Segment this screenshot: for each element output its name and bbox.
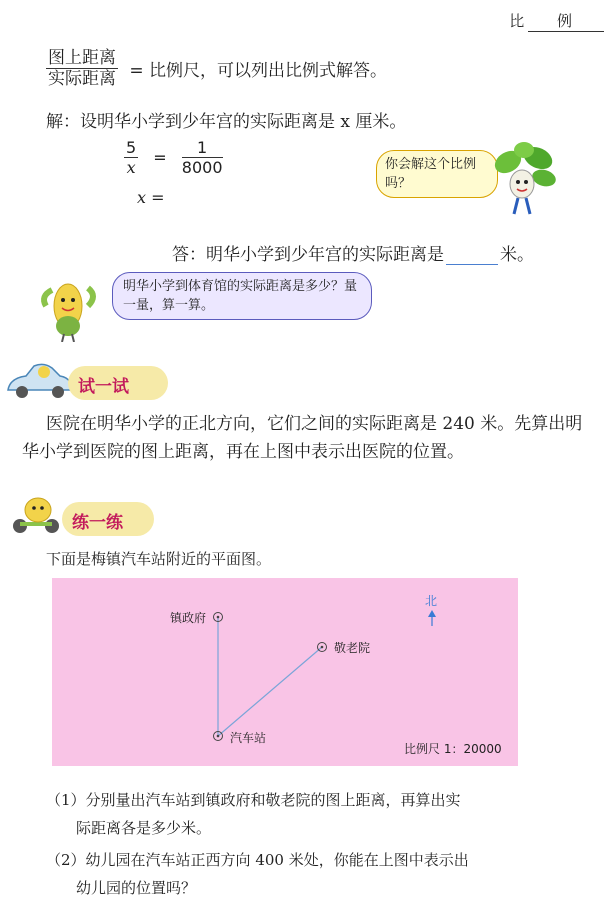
intro-formula <box>46 48 387 89</box>
try-it-title: 试一试 <box>78 377 129 397</box>
answer-line <box>172 240 534 265</box>
proportion-equation <box>124 138 223 177</box>
equation-left-fraction <box>124 138 138 177</box>
equation-left-denominator: x <box>126 158 136 177</box>
plant-speech-bubble: 你会解这个比例吗？ <box>376 150 498 198</box>
question-2-number: （2） <box>46 851 86 869</box>
x-equals-line: x = <box>137 188 165 207</box>
nursing-home-label: 敬老院 <box>334 641 371 655</box>
practice-title: 练一练 <box>72 513 123 533</box>
question-1-line1: 分别量出汽车站到镇政府和敬老院的图上距离，再算出实 <box>85 791 461 809</box>
question-2-line1: 幼儿园在汽车站正西方向 400 米处，你能在上图中表示出 <box>85 851 469 869</box>
corn-character-icon <box>38 276 102 346</box>
answer-blank <box>446 246 498 265</box>
equation-right-fraction <box>182 138 223 177</box>
fraction-denominator: 实际距离 <box>48 69 116 89</box>
header-underline <box>528 31 604 32</box>
chapter-header: 比 例 <box>509 12 586 30</box>
fraction-numerator: 图上距离 <box>48 48 116 68</box>
equation-left-numerator: 5 <box>126 138 137 157</box>
try-it-text: 医院在明华小学的正北方向，它们之间的实际距离是 240 米。先算出明华小学到医院的图上距离，再在上图中表示出医院的位置。 <box>22 414 583 462</box>
answer-suffix: 米。 <box>500 245 534 265</box>
equation-equals: = <box>153 148 167 167</box>
question-2 <box>46 846 576 902</box>
practice-intro: 下面是梅镇汽车站附近的平面图。 <box>46 550 272 568</box>
ratio-fraction <box>46 48 118 89</box>
intro-formula-text: = 比例尺，可以列出比例式解答。 <box>129 61 388 81</box>
bus-station-label: 汽车站 <box>230 731 267 745</box>
equation-right-numerator: 1 <box>182 138 223 158</box>
nursing-home-marker-icon <box>318 643 327 652</box>
question-1-line2: 际距离各是多少米。 <box>76 819 212 837</box>
question-1-number: （1） <box>46 791 86 809</box>
car-icon <box>4 360 76 404</box>
question-2-line2: 幼儿园的位置吗？ <box>76 879 197 897</box>
government-label: 镇政府 <box>170 611 207 625</box>
town-map <box>52 578 518 766</box>
answer-prefix: 答：明华小学到少年宫的实际距离是 <box>172 245 444 265</box>
north-arrow-icon <box>428 610 436 626</box>
question-1 <box>46 786 576 842</box>
equation-right-denominator: 8000 <box>181 158 223 177</box>
corn-speech-bubble: 明华小学到体育馆的实际距离是多少？量一量，算一算。 <box>112 272 372 320</box>
plant-character-icon <box>488 140 560 224</box>
north-label: 北 <box>425 594 438 608</box>
lemon-motorbike-icon <box>8 494 66 538</box>
solution-statement: 解：设明华小学到少年宫的实际距离是 x 厘米。 <box>46 112 407 132</box>
map-scale: 比例尺 1：20000 <box>404 742 502 756</box>
